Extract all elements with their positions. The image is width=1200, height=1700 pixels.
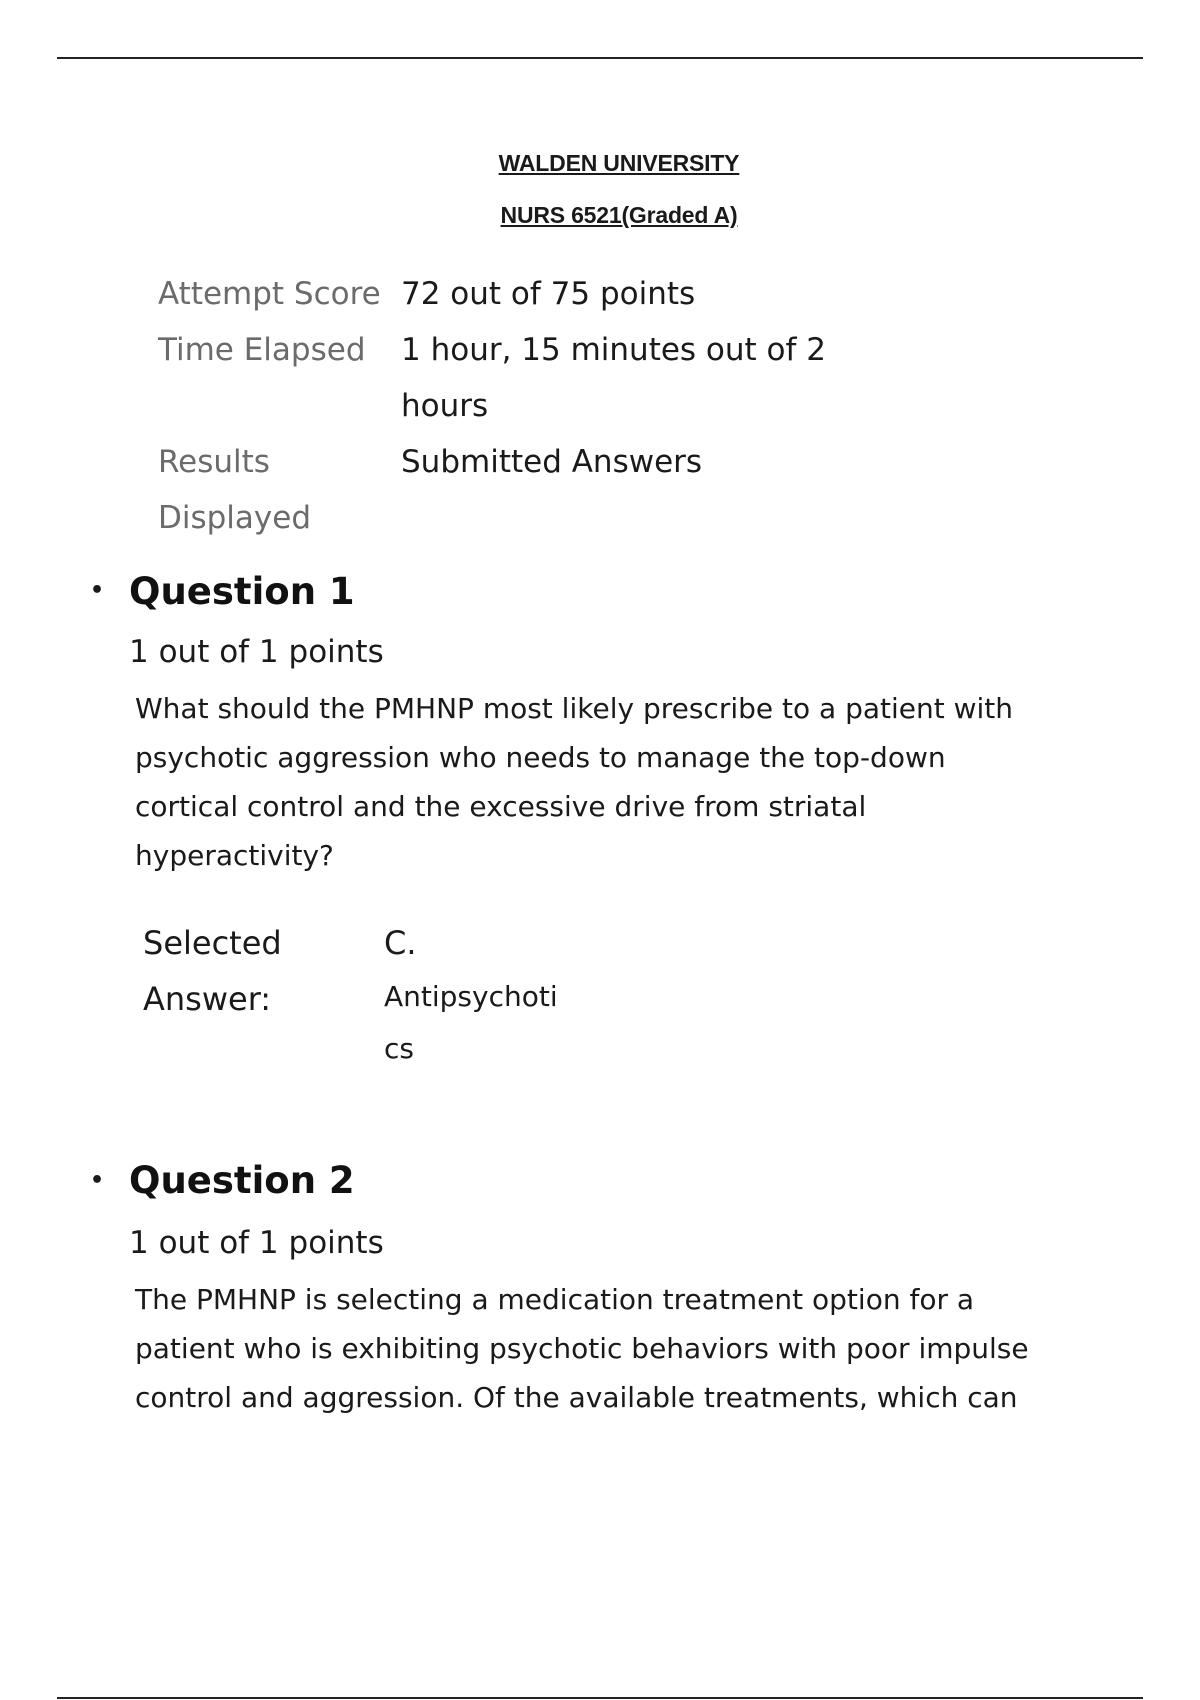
- selected-answer-text: Antipsychotics: [384, 980, 558, 1065]
- question-points: 1 out of 1 points: [129, 634, 384, 670]
- summary-label: Time Elapsed: [158, 332, 366, 368]
- bullet-icon: •: [90, 578, 105, 603]
- selected-answer: [143, 915, 564, 1075]
- question-title: Question 1: [129, 570, 355, 613]
- university-heading: WALDEN UNIVERSITY: [498, 150, 740, 176]
- question-text: What should the PMHNP most likely prescribe to a patient with psychotic aggression who needs to manage the top-down cortical control and the excessive drive from striatal hyperactivity?: [135, 692, 1014, 872]
- summary-row-results: [158, 434, 851, 546]
- course-heading: NURS 6521(Graded A): [500, 202, 738, 228]
- summary-label: Attempt Score: [158, 276, 381, 312]
- top-rule: [57, 57, 1143, 59]
- bullet-icon: •: [90, 1168, 105, 1193]
- summary-value: 1 hour, 15 minutes out of 2 hours: [401, 332, 827, 424]
- question-title: Question 2: [129, 1159, 355, 1202]
- summary-value: 72 out of 75 points: [401, 276, 696, 312]
- question-text: The PMHNP is selecting a medication treatment option for a patient who is exhibiting psychotic behaviors with poor impulse control and aggression. Of the available treatments, which can: [135, 1283, 1029, 1414]
- selected-answer-letter: C.: [384, 924, 417, 962]
- summary-row-score: [158, 266, 851, 322]
- summary-row-time: [158, 322, 851, 434]
- summary-value: Submitted Answers: [401, 444, 703, 480]
- attempt-summary: [158, 266, 851, 546]
- bottom-rule: [57, 1697, 1143, 1699]
- summary-label: Results Displayed: [158, 444, 312, 536]
- question-points: 1 out of 1 points: [129, 1225, 384, 1261]
- selected-answer-label: Selected Answer:: [143, 924, 282, 1018]
